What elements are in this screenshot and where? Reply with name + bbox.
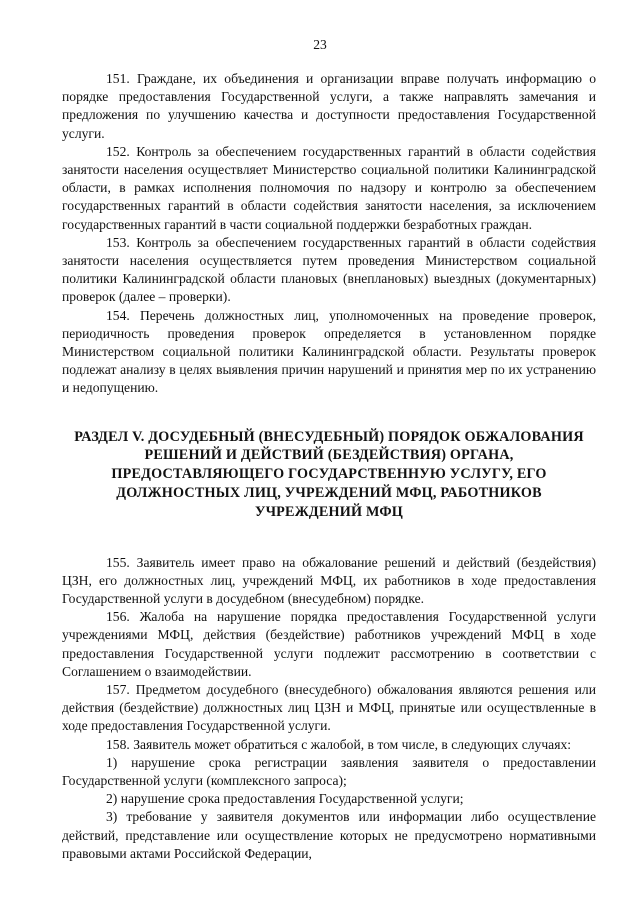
list-item-3: 3) требование у заявителя документов или информации либо осуществление действий, представление или осуществление которых не предусмотрено нормативными правовыми актами Российской Федерации, xyxy=(62,809,596,861)
document-body xyxy=(62,70,596,863)
paragraph-156: 156. Жалоба на нарушение порядка предоставления Государственной услуги учреждениями МФЦ, действия (бездействие) работников учреждений МФЦ в ходе предоставления Государственной услуги подлежит рассмотрению в соответствии с Соглашением о взаимодействии. xyxy=(62,609,596,679)
list-item-1: 1) нарушение срока регистрации заявления заявителя о предоставлении Государственной услуги (комплексного запроса); xyxy=(62,754,596,789)
paragraph-155: 155. Заявитель имеет право на обжалование решений и действий (бездействия) ЦЗН, его должностных лиц, учреждений МФЦ, их работников в ходе предоставления Государственной услуги в досудебном (внесудебном) порядке. xyxy=(62,554,596,607)
page-number: 23 xyxy=(313,37,327,52)
paragraph-154: 154. Перечень должностных лиц, уполномоченных на проведение проверок, периодичность проведения проверок определяется в установленном порядке Министерством социальной политики Калининградской области. Результаты проверок подлежат анализу в целях выявления причин нарушений и принятия мер по их устранению и недопущению. xyxy=(62,307,596,396)
list-item-2: 2) нарушение срока предоставления Государственной услуги; xyxy=(106,791,464,807)
section-heading: РАЗДЕЛ V. ДОСУДЕБНЫЙ (ВНЕСУДЕБНЫЙ) ПОРЯДОК ОБЖАЛОВАНИЯ РЕШЕНИЙ И ДЕЙСТВИЙ (БЕЗДЕЙСТВИЯ) ОРГАНА, ПРЕДОСТАВЛЯЮЩЕГО ГОСУДАРСТВЕННУЮ УСЛУГУ, ЕГО ДОЛЖНОСТНЫХ ЛИЦ, УЧРЕЖДЕНИЙ МФЦ, РАБОТНИКОВ УЧРЕЖДЕНИЙ МФЦ xyxy=(74,428,584,520)
paragraph-153: 153. Контроль за обеспечением государственных гарантий в области содействия занятости населения осуществляется путем проведения Министерством социальной политики Калининградской области плановых (внеплановых) выездных (документарных) проверок (далее – проверки). xyxy=(62,234,596,305)
paragraph-151: 151. Граждане, их объединения и организации вправе получать информацию о порядке предоставления Государственной услуги, а также направлять замечания и предложения по улучшению качества и доступности предоставления Государственной услуги. xyxy=(62,71,596,141)
paragraph-152: 152. Контроль за обеспечением государственных гарантий в области содействия занятости населения осуществляет Министерство социальной политики Калининградской области, в рамках исполнения полномочия по надзору и контролю за обеспечением государственных гарантий в области содействия занятости населения, за исключением государственных гарантий в части социальной поддержки безработных граждан. xyxy=(62,143,596,232)
paragraph-157: 157. Предметом досудебного (внесудебного) обжалования являются решения или действия (бездействие) должностных лиц ЦЗН и МФЦ, принятые или осуществленные в ходе предоставления Государственной услуги. xyxy=(62,682,596,734)
paragraph-158: 158. Заявитель может обратиться с жалобой, в том числе, в следующих случаях: xyxy=(106,736,572,752)
